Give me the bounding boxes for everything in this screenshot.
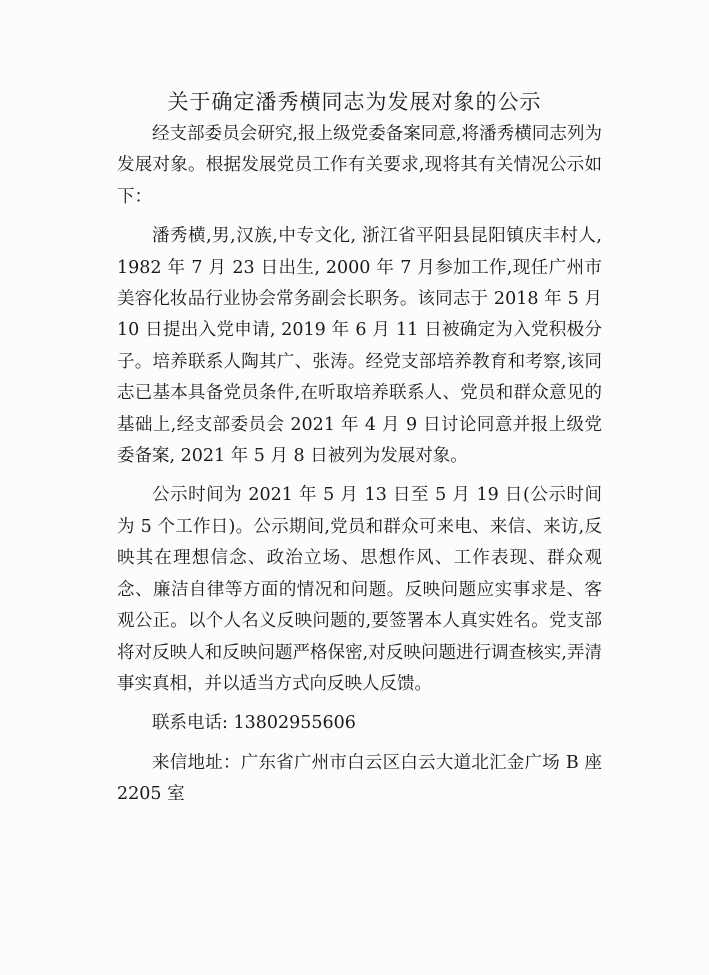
paragraph-intro: 经支部委员会研究,报上级党委备案同意,将潘秀横同志列为发展对象。根据发展党员工作有关要求,现将其有关情况公示如下： (117, 124, 602, 207)
paragraph-notice-period: 公示时间为 2021 年 5 月 13 日至 5 月 19 日(公示时间为 5 个工作日)。公示期间,党员和群众可来电、来信、来访,反映其在理想信念、政治立场、思想作风、工作表现、群众观念、廉洁自律等方面的情况和问题。反映问题应实事求是、客观公正。以个人名义反映问题的,要签署本人真实姓名。党支部将对反映人和反映问题严格保密,对反映问题进行调查核实,弄清事实真相，并以适当方式向反映人反馈。 (117, 485, 602, 694)
contact-phone: 联系电话: 13802955606 (152, 713, 356, 734)
document-title: 关于确定潘秀横同志为发展对象的公示 (167, 90, 542, 114)
paragraph-profile: 潘秀横,男,汉族,中专文化, 浙江省平阳县昆阳镇庆丰村人, 1982 年 7 月 23 日出生, 2000 年 7 月参加工作,现任广州市美容化妆品行业协会常务副会长职务。该同志于 2018 年 5 月 10 日提出入党申请, 2019 年 6 月 11 日被确定为入党积极分子。培养联系人陶其广、张涛。经党支部培养教育和考察,该同志已基本具备党员条件,在听取培养联系人、党员和群众意见的基础上,经支部委员会 2021 年 4 月 9 日讨论同意并报上级党委备案, 2021 年 5 月 8 日被列为发展对象。 (117, 226, 602, 467)
document-body (117, 119, 602, 811)
mailing-address: 来信地址：广东省广州市白云区白云大道北汇金广场 B 座 2205 室 (117, 752, 602, 805)
